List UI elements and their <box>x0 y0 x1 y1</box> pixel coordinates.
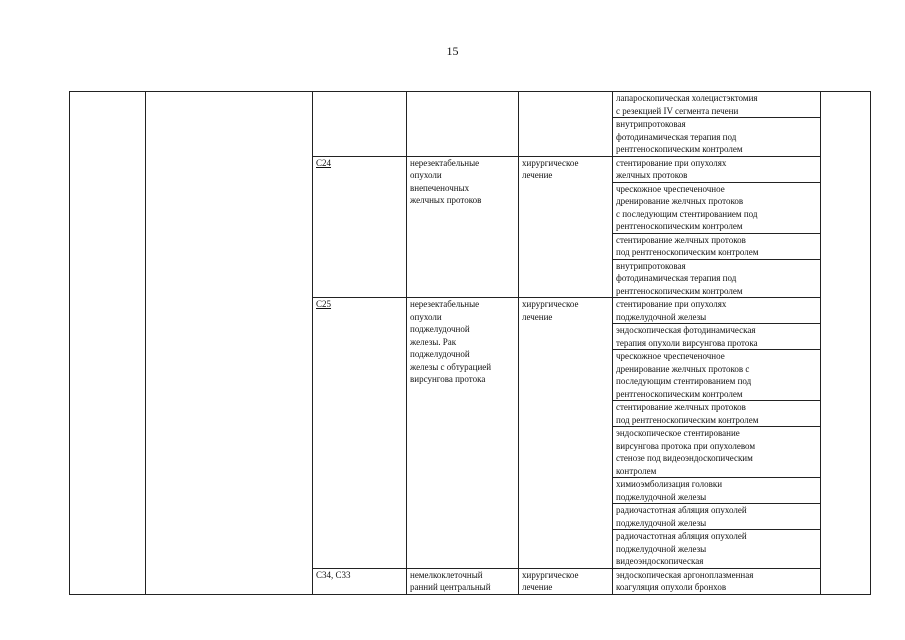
diagnosis-cell <box>407 298 519 569</box>
diagnosis-cell <box>407 568 519 594</box>
method-text: эндоскопическое стентирование вирсунгова протока при опухолевом стенозе под видеоэндоскопическим контролем <box>616 428 756 476</box>
blank-cell-2 <box>146 92 313 595</box>
icd-code: C34, C33 <box>316 569 351 580</box>
method-text: радиочастотная абляция опухолей поджелудочной железы <box>616 505 747 528</box>
icd-code-cell <box>313 156 407 298</box>
method-cell <box>613 324 821 350</box>
method-cell <box>613 118 821 157</box>
method-cell <box>613 530 821 569</box>
method-text: лапароскопическая холецистэктомия с резекцией IV сегмента печени <box>616 93 758 116</box>
treatment-cell <box>519 568 613 594</box>
blank-cell-last <box>821 92 871 595</box>
method-text: стентирование при опухолях поджелудочной железы <box>616 299 727 322</box>
method-text: стентирование желчных протоков под рентгеноскопическим контролем <box>616 234 759 257</box>
icd-code-cell <box>313 298 407 569</box>
method-cell <box>613 298 821 324</box>
method-cell <box>613 504 821 530</box>
treatment-text: хирургическое лечение <box>522 569 579 592</box>
method-text: внутрипротоковая фотодинамическая терапия под рентгеноскопическим контролем <box>616 119 743 154</box>
method-text: радиочастотная абляция опухолей поджелудочной железы видеоэндоскопическая <box>616 531 747 566</box>
icd-code[interactable]: C25 <box>316 299 332 309</box>
page-number: 15 <box>446 44 459 58</box>
method-cell <box>613 182 821 233</box>
treatment-cell <box>519 298 613 569</box>
diagnosis-cell <box>407 92 519 157</box>
diagnosis-text: нерезектабельные опухоли поджелудочной железы. Рак поджелудочной железы с обтурацией вирсунгова протока <box>410 299 492 384</box>
treatment-text: хирургическое лечение <box>522 299 579 322</box>
blank-cell-1 <box>70 92 146 595</box>
treatment-cell <box>519 92 613 157</box>
treatment-cell <box>519 156 613 298</box>
method-cell <box>613 156 821 182</box>
method-text: чрескожное чреспеченочное дренирование желчных протоков с последующим стентированием под рентгеноскопическим контролем <box>616 183 758 231</box>
method-text: эндоскопическая фотодинамическая терапия опухоли вирсунгова протока <box>616 325 758 348</box>
method-cell <box>613 401 821 427</box>
treatment-text: хирургическое лечение <box>522 157 579 180</box>
method-text: стентирование при опухолях желчных протоков <box>616 157 727 180</box>
icd-code-cell <box>313 568 407 594</box>
method-cell <box>613 568 821 594</box>
diagnosis-text: немелкоклеточный ранний центральный <box>410 569 491 592</box>
method-cell <box>613 478 821 504</box>
method-text: эндоскопическая аргоноплазменная коагуляция опухоли бронхов <box>616 569 754 592</box>
icd-code[interactable]: C24 <box>316 157 332 168</box>
method-text: стентирование желчных протоков под рентгеноскопическим контролем <box>616 402 759 425</box>
table-row <box>70 92 871 118</box>
icd-code-cell <box>313 92 407 157</box>
method-text: химиоэмболизация головки поджелудочной железы <box>616 479 723 502</box>
method-cell <box>613 259 821 298</box>
method-cell <box>613 350 821 401</box>
method-cell <box>613 233 821 259</box>
method-cell <box>613 92 821 118</box>
method-text: внутрипротоковая фотодинамическая терапия под рентгеноскопическим контролем <box>616 260 743 296</box>
procedures-table <box>69 91 871 595</box>
method-text: чрескожное чреспеченочное дренирование желчных протоков с последующим стентированием под рентгеноскопическим контролем <box>616 351 752 399</box>
method-cell <box>613 427 821 478</box>
diagnosis-cell <box>407 156 519 298</box>
diagnosis-text: нерезектабельные опухоли внепеченочных желчных протоков <box>410 157 482 205</box>
